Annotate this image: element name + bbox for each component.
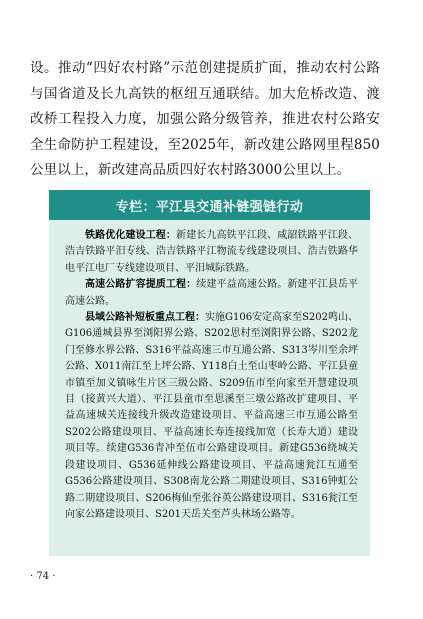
- special-column-box: [49, 190, 370, 556]
- page-number: · 74 ·: [30, 571, 56, 582]
- column-item-county-roads: [65, 310, 358, 523]
- column-item-railway: [65, 228, 358, 277]
- item-heading: 高速公路扩容提质工程：: [85, 279, 197, 291]
- column-title: 专栏：平江县交通补链强链行动: [49, 190, 370, 220]
- item-heading: 县域公路补短板重点工程：: [85, 312, 205, 324]
- column-body: [49, 220, 370, 523]
- item-text: 新建长九高铁平江段、咸韶铁路平江段、浩吉铁路平汨专线、浩吉铁路平江物流专线建设项目、浩吉铁路华电平江电厂专线建设项目、平汨城际铁路。: [65, 230, 359, 274]
- item-text: 续建平益高速公路。新建平江县岳平高速公路。: [65, 279, 359, 307]
- column-item-highway: [65, 277, 358, 310]
- item-text: 实施G106安定高家至S202鸣山、G106通城县界至浏阳界公路、S202思村至浏阳界公路、S202龙门至修水界公路、S316平益高速三市互通公路、S313岑川至余坪公路、X011南江至上坪公路、Y118白土至山枣岭公路、平江县童市镇至加义镇咏生片区三级公路、S209伍市至向家至开慧建设项目（接黄兴大道）、平江县童市至思溪至三墩公路改扩建项目、平益高速城关连接线升级改造建设项目、平益高速三市互通公路至S202公路建设项目、平益高速长寿连接线加宽（长寿大道）建设项目等。续建G536青冲至伍市公路建设项目。新建G536绕城关段建设项目、G536延伸线公路建设项目、平益高速瓮江互通至G536公路建设项目、S308南龙公路二期建设项目、S316钟虹公路二期建设项目、S206梅仙至张谷英公路建设项目、S316瓮江至向家公路建设项目、S201天岳关至芦头林场公路等。: [65, 312, 359, 520]
- item-heading: 铁路优化建设工程：: [85, 230, 177, 241]
- body-paragraph: 设。推动“四好农村路”示范创建提质扩面，推动农村公路与国省道及长九高铁的枢纽互通联结。加大危桥改造、渡改桥工程投入力度，加强公路分级管养，推进农村公路安全生命防护工程建设，至2025年，新改建公路网里程850公里以上，新改建高品质四好农村路3000公里以上。: [30, 60, 380, 178]
